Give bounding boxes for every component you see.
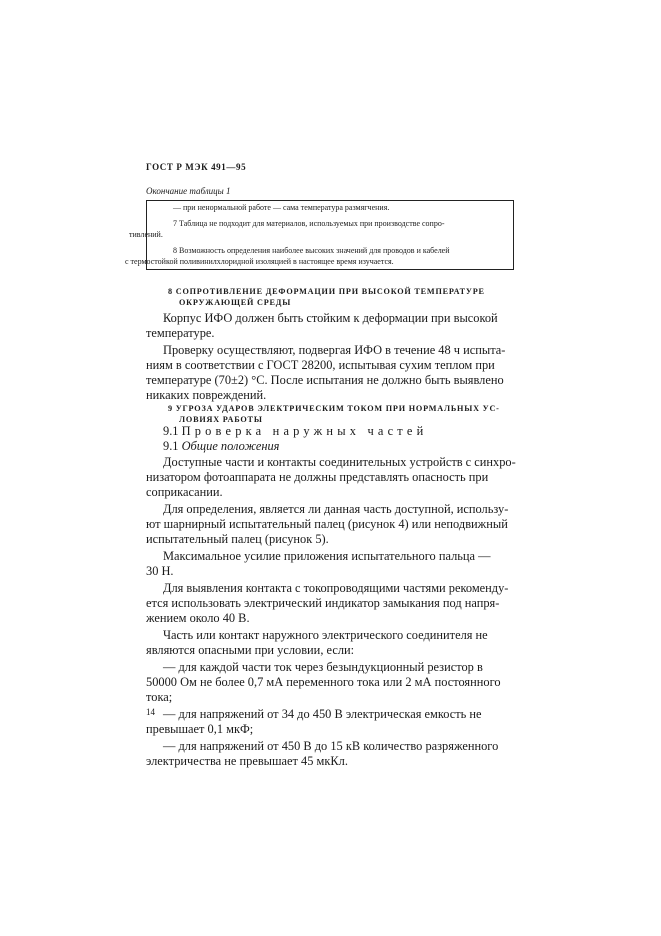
text-line: ют шарнирный испытательный палец (рисунок 4) или неподвижный bbox=[146, 517, 508, 531]
text-line: Для определения, является ли данная часть доступной, использу- bbox=[163, 502, 509, 516]
text-line: температуре (70±2) °С. После испытания не должно быть выявлено bbox=[146, 373, 504, 387]
paragraph bbox=[146, 549, 516, 579]
text-line: Проверку осуществляют, подвергая ИФО в течение 48 ч испыта- bbox=[163, 343, 506, 357]
table-note bbox=[129, 215, 513, 242]
paragraph bbox=[146, 628, 516, 658]
heading-line: ОКРУЖАЮЩЕЙ СРЕДЫ bbox=[179, 298, 292, 307]
list-item bbox=[146, 660, 516, 705]
table-note bbox=[125, 242, 513, 269]
subsection-title bbox=[146, 424, 516, 439]
table-caption: Окончание таблицы 1 bbox=[146, 186, 231, 196]
page-number: 14 bbox=[146, 707, 155, 717]
text-line: жением около 40 В. bbox=[146, 611, 250, 625]
heading-line: ЛОВИЯХ РАБОТЫ bbox=[179, 415, 263, 424]
note-line: 7 Таблица не подходит для материалов, используемых при производстве сопро- bbox=[173, 219, 445, 228]
note-line: 8 Возможность определения наиболее высоких значений для проводов и кабелей bbox=[173, 246, 450, 255]
text-line: испытательный палец (рисунок 5). bbox=[146, 532, 329, 546]
note-line: тивлений. bbox=[129, 230, 163, 239]
text-line: температуре. bbox=[146, 326, 215, 340]
text-line: электричества не превышает 45 мкКл. bbox=[146, 754, 348, 768]
subsection-line bbox=[146, 424, 516, 439]
heading-line: 8 СОПРОТИВЛЕНИЕ ДЕФОРМАЦИИ ПРИ ВЫСОКОЙ ТЕМПЕРАТУРЕ bbox=[168, 287, 485, 296]
note-line: — при ненормальной работе — сама температура размягчения. bbox=[173, 203, 390, 212]
subsection-title-text: Общие положения bbox=[181, 439, 280, 453]
paragraph bbox=[146, 343, 516, 403]
table-notes bbox=[125, 200, 514, 270]
paragraph bbox=[146, 311, 516, 341]
subsection-number: 9.1 bbox=[163, 424, 179, 438]
text-line: 30 Н. bbox=[146, 564, 174, 578]
subsection-title bbox=[146, 439, 516, 454]
section-9-body bbox=[146, 424, 516, 771]
list-item bbox=[146, 739, 516, 769]
text-line: тока; bbox=[146, 690, 173, 704]
text-line: ется использовать электрический индикатор замыкания под напря- bbox=[146, 596, 500, 610]
paragraph bbox=[146, 455, 516, 500]
text-line: Доступные части и контакты соединительных устройств с синхро- bbox=[163, 455, 516, 469]
text-line: никаких повреждений. bbox=[146, 388, 267, 402]
text-line: ниям в соответствии с ГОСТ 28200, испытывая сухим теплом при bbox=[146, 358, 495, 372]
text-line: являются опасными при условии, если: bbox=[146, 643, 355, 657]
text-line: низатором фотоаппарата не должны представлять опасность при bbox=[146, 470, 489, 484]
heading-line: 9 УГРОЗА УДАРОВ ЭЛЕКТРИЧЕСКИМ ТОКОМ ПРИ НОРМАЛЬНЫХ УС- bbox=[168, 404, 500, 413]
text-line: 50000 Ом не более 0,7 мА переменного тока или 2 мА постоянного bbox=[146, 675, 501, 689]
table-note bbox=[147, 201, 513, 215]
section-9-heading bbox=[146, 403, 514, 425]
section-8-heading bbox=[146, 286, 514, 308]
text-line: Максимальное усилие приложения испытательного пальца — bbox=[163, 549, 491, 563]
text-line: Часть или контакт наружного электрического соединителя не bbox=[163, 628, 488, 642]
subsection-title-text: Проверка наружных частей bbox=[181, 424, 428, 438]
document-code-header: ГОСТ Р МЭК 491—95 bbox=[146, 162, 247, 172]
text-line: — для каждой части ток через безындукционный резистор в bbox=[163, 660, 483, 674]
text-line: превышает 0,1 мкФ; bbox=[146, 722, 254, 736]
note-line: с термостойкой поливинилхлоридной изоляцией в настоящее время изучается. bbox=[125, 257, 394, 266]
text-line: — для напряжений от 450 В до 15 кВ количество разряженного bbox=[163, 739, 499, 753]
paragraph bbox=[146, 502, 516, 547]
text-line: Для выявления контакта с токопроводящими частями рекоменду- bbox=[163, 581, 509, 595]
text-line: — для напряжений от 34 до 450 В электрическая емкость не bbox=[163, 707, 482, 721]
text-line: соприкасании. bbox=[146, 485, 223, 499]
subsection-number: 9.1 bbox=[163, 439, 179, 453]
section-8-body bbox=[146, 311, 516, 405]
subsection-line bbox=[146, 439, 516, 454]
list-item bbox=[146, 707, 516, 737]
paragraph bbox=[146, 581, 516, 626]
text-line: Корпус ИФО должен быть стойким к деформации при высокой bbox=[163, 311, 498, 325]
